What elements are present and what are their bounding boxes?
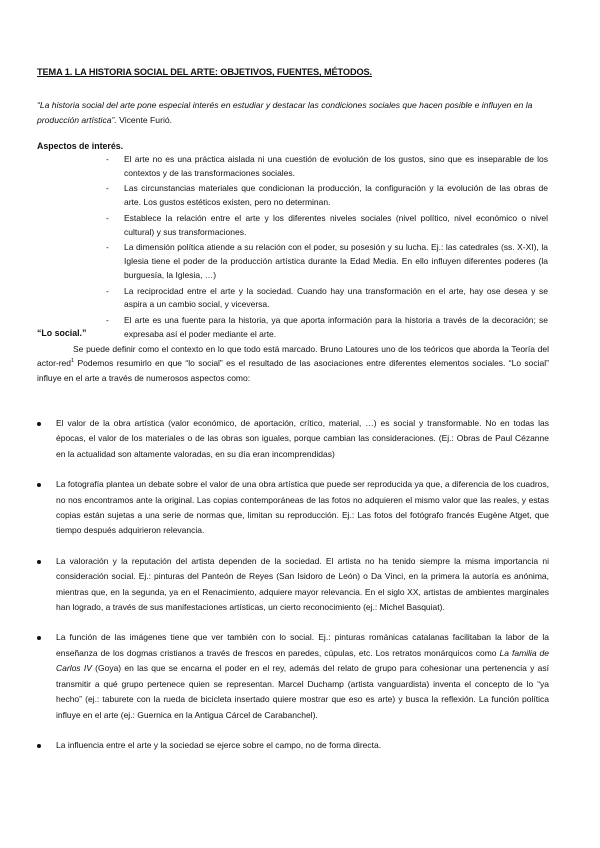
bullet-text: La fotografía plantea un debate sobre el valor de una obra artística que puede ser reproducida ya que, a diferencia de los cuadros, no nos encontramos ante la original. Las copias contemporáneas de las fotos no adquieren el mismo valor que las reales, y estas copias están sujetas a una serie de normas que, limitan su reproducción. Ej.: Las fotos del fotógrafo francés Eugène Atget, que tiempo después adquirieron relevancia. xyxy=(56,479,549,536)
dash-marker: - xyxy=(106,212,109,223)
list-item-text: Establece la relación entre el arte y los diferentes niveles sociales (nivel político, nivel económico o nivel cultural) y sus transformaciones. xyxy=(124,212,548,237)
bullet-icon xyxy=(37,560,41,564)
dash-marker: - xyxy=(106,154,109,164)
bullet-text-b: (Goya) en las que se encarna el poder en el rey, además del relato de grupo para cohesionar una pertenencia y así transmitir a qué grupo pertenece quien se representan. Marcel Duchamp (artista vanguardista) inventa el concepto de lo “ya hecho” (ej.: taburete con la rueda de bicicleta insertado quiere mostrar que eso es arte) y busca la reflexión. La función política influye en el arte (ej.: Guernica en la Antigua Cárcel de Carabanchel). xyxy=(56,663,549,720)
bullet-item xyxy=(37,554,549,616)
intro-text-a: Se puede definir como el contexto en lo que todo está marcado. Bruno Latoures uno de los teóricos que aborda la Teoría del actor-red xyxy=(37,344,549,369)
quote-text: “La historia social del arte pone especial interés en estudiar y destacar las condiciones sociales que hacen posible e influyen en la producción artística”. xyxy=(37,100,533,125)
document-title: TEMA 1. LA HISTORIA SOCIAL DEL ARTE: OBJETIVOS, FUENTES, MÉTODOS. xyxy=(37,67,373,77)
list-item xyxy=(106,153,548,180)
artwork-title: La familia de Carlos IV xyxy=(56,647,549,674)
list-item-text: El arte es una fuente para la historia, ya que aporta información para la historia a través de la decoración; se expresaba así el poder mediante el arte. xyxy=(124,315,548,339)
list-item-text: La reciprocidad entre el arte y la sociedad. Cuando hay una transformación en el arte, hay ose desea y se aspira a un cambio social, y viceversa. xyxy=(124,285,548,310)
dash-marker: - xyxy=(106,242,109,253)
list-item xyxy=(106,182,548,209)
list-item-text: Las circunstancias materiales que condicionan la producción, la configuración y la evolución de las obras de arte. Los gustos estéticos existen, pero no determinan. xyxy=(124,183,548,208)
intro-text-b: Podemos resumirlo en que “lo social” es el resultado de las asociaciones entre diferentes elementos sociales. “Lo social” influye en el arte a través de numerosos aspectos como: xyxy=(37,358,549,383)
bullet-text: La valoración y la reputación del artista dependen de la sociedad. El artista no ha tenido siempre la misma importancia ni consideración social. Ej.: pinturas del Panteón de Reyes (San Isidoro de León) o Da Vinci, en la primera la autoría es anónima, mientras que, en la segunda, ya en el Renacimiento, adquiere mayor relevancia. En el siglo XX, artistas de ambientes marginales han logrado, a través de sus manifestaciones artísticas, un cierto reconocimiento (ej.: Michel Basquiat). xyxy=(56,555,549,613)
bullet-icon xyxy=(37,422,41,426)
list-item xyxy=(106,212,548,239)
list-item-text: La dimensión política atiende a su relación con el poder, su posesión y su lucha. Ej.: las catedrales (ss. X-XI), la Iglesia tiene el poder de la producción artística durante la Edad Media. En ello influyen diferentes poderes (la burguesía, la Iglesia, …) xyxy=(124,242,548,280)
social-aspects-list xyxy=(37,416,549,768)
list-item xyxy=(106,285,548,312)
quote-author: Vicente Furió. xyxy=(116,114,173,125)
list-item xyxy=(106,241,548,282)
bullet-text-a: La función de las imágenes tiene que ver también con lo social. Ej.: pinturas románicas catalanas facilitaban la labor de la enseñanza de los dogmas cristianos a través de frescos en paredes, cúpulas, etc. Los retratos monárquicos como xyxy=(56,632,549,658)
list-item xyxy=(106,314,548,341)
bullet-item xyxy=(37,477,549,539)
footnote-marker[interactable]: 1 xyxy=(71,358,75,365)
bullet-text: La influencia entre el arte y la sociedad se ejerce sobre el campo, no de forma directa. xyxy=(56,739,382,750)
dash-marker: - xyxy=(106,285,109,296)
social-heading: “Lo social.” xyxy=(37,328,87,338)
aspects-heading: Aspectos de interés. xyxy=(37,141,124,151)
bullet-text: El valor de la obra artística (valor económico, de aportación, crítico, material, …) es social y transformable. No en todas las épocas, el valor de los materiales o de las obras son iguales, porque cambian las consideraciones. (Ej.: Obras de Paul Cézanne en la actualidad son altamente valoradas, en su día eran incomprendidas) xyxy=(56,418,549,459)
bullet-item xyxy=(37,738,549,753)
bullet-icon xyxy=(37,744,41,748)
bullet-item xyxy=(37,630,549,722)
epigraph-quote xyxy=(37,98,557,127)
bullet-icon xyxy=(37,636,41,640)
dash-marker: - xyxy=(106,183,109,194)
bullet-item xyxy=(37,416,549,462)
list-item-text: El arte no es una práctica aislada ni una cuestión de evolución de los gustos, sino que es inseparable de los contextos y de las transformaciones sociales. xyxy=(124,154,548,178)
dash-marker: - xyxy=(106,315,109,326)
aspects-list xyxy=(106,153,548,344)
bullet-icon xyxy=(37,483,41,487)
social-intro-paragraph xyxy=(37,342,549,385)
